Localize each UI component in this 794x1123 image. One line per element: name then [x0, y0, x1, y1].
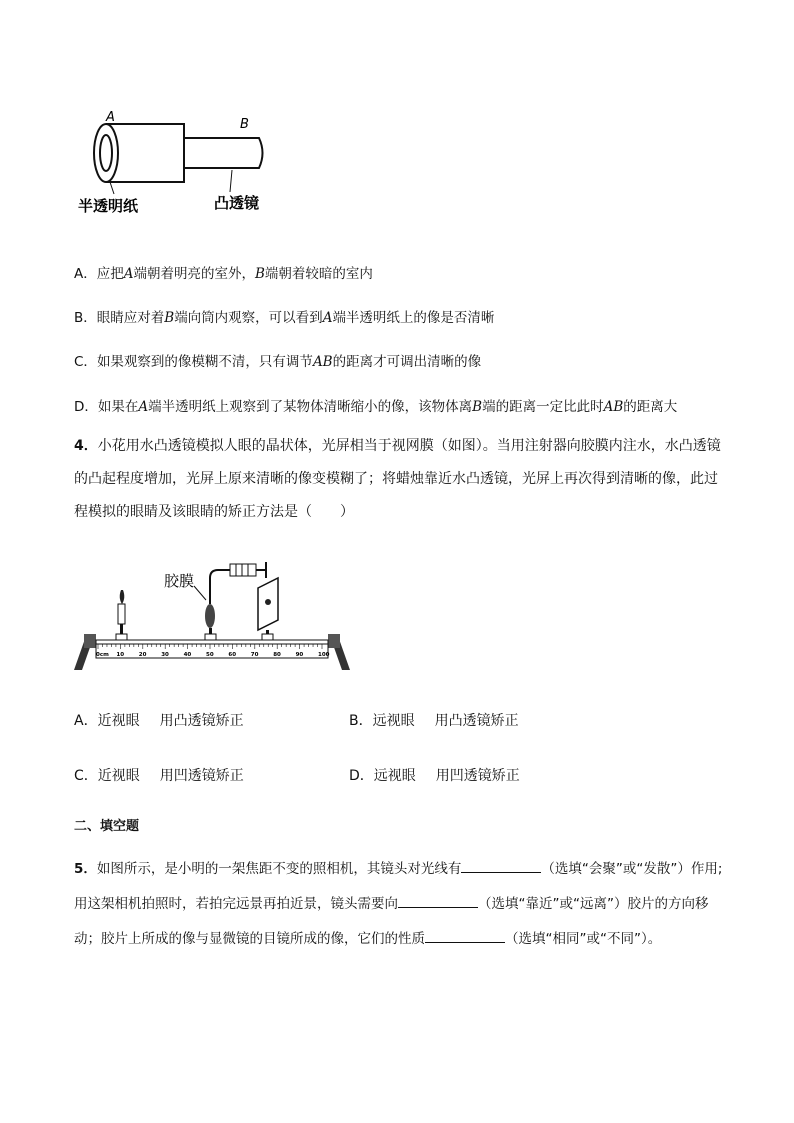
ruler-tick-label: 10: [116, 652, 125, 658]
option-text: 如果在: [97, 399, 139, 415]
ruler-tick-label: 20: [138, 652, 147, 658]
answer-blank[interactable]: [461, 858, 541, 873]
option-fix: 用凹透镜矫正: [435, 768, 520, 784]
variable: A: [123, 266, 134, 282]
question-number: 5．: [74, 861, 97, 877]
label-b: B: [240, 117, 249, 132]
option-text: 的距离才可调出清晰的像: [332, 354, 482, 370]
question-text: 用这架相机拍照时，若拍完远景再拍近景，镜头需要向: [74, 896, 398, 912]
option-eye: 近视眼: [97, 713, 140, 729]
option-a: [74, 262, 373, 282]
option-text: 眼睛应对着: [96, 310, 165, 326]
option-letter: D．: [349, 768, 374, 784]
option-text: 端向筒内观察，可以看到: [174, 310, 323, 326]
question-text: 小花用水凸透镜模拟人眼的晶状体，光屏相当于视网膜（如图）。当用注射器向胶膜内注水，水凸透镜: [97, 438, 721, 454]
ruler-tick-label: 30: [161, 652, 169, 658]
label-a: A: [106, 110, 115, 125]
question-5: [74, 852, 734, 957]
answer-blank[interactable]: [398, 893, 478, 908]
variable: B: [472, 399, 483, 415]
film-label: 胶膜: [164, 572, 195, 590]
option-text: 端朝着较暗的室内: [264, 266, 373, 282]
q4-option-b: [349, 710, 519, 730]
q4-option-a: [74, 710, 244, 730]
variable: B: [255, 266, 265, 282]
model-camera-figure: [74, 108, 294, 218]
caption-translucent-paper: 半透明纸: [78, 197, 139, 215]
option-d: [74, 395, 677, 415]
optical-bench-figure: [72, 548, 352, 673]
question-4-line-1: [74, 430, 724, 463]
question-number: 4．: [74, 438, 98, 454]
question-5-line-2: [74, 887, 734, 922]
ruler-tick-label: 50: [206, 652, 214, 658]
variable: A: [322, 310, 333, 326]
ruler-tick-label: 0cm: [96, 652, 109, 658]
caption-convex-lens: 凸透镜: [214, 194, 260, 212]
ruler-tick-label: 40: [183, 652, 192, 658]
q4-option-c: [74, 765, 244, 785]
variable: AB: [312, 354, 333, 370]
option-c: [74, 350, 481, 370]
variable: A: [138, 399, 149, 415]
option-text: 的距离大: [623, 399, 678, 415]
variable: B: [164, 310, 175, 326]
option-text: 端半透明纸上观察到了某物体清晰缩小的像，该物体离: [148, 399, 473, 415]
question-text: （选填“会聚”或“发散”）作用;: [541, 861, 723, 877]
ruler-tick-label: 60: [228, 652, 237, 658]
option-eye: 远视眼: [373, 768, 416, 784]
question-5-line-3: [74, 922, 734, 957]
section-heading: 二、填空题: [74, 819, 140, 834]
option-text: 应把: [96, 266, 124, 282]
ruler-tick-label: 80: [273, 652, 281, 658]
option-letter: A．: [74, 266, 97, 282]
question-text: （选填“靠近”或“远离”）胶片的方向移: [478, 896, 709, 912]
question-4-line-3: 程模拟的眼睛及该眼睛的矫正方法是（ ）: [74, 504, 354, 520]
option-eye: 远视眼: [372, 713, 415, 729]
answer-blank[interactable]: [425, 928, 505, 943]
option-letter: B．: [349, 713, 373, 729]
ruler-tick-label: 90: [295, 652, 304, 658]
option-fix: 用凹透镜矫正: [159, 768, 244, 784]
ruler-tick-label: 100: [318, 652, 330, 658]
question-5-line-1: [74, 852, 734, 887]
option-letter: C．: [74, 354, 97, 370]
option-letter: A．: [74, 713, 98, 729]
option-text: 端朝着明亮的室外，: [133, 266, 255, 282]
q4-option-d: [349, 765, 520, 785]
option-eye: 近视眼: [97, 768, 140, 784]
option-text: 端半透明纸上的像是否清晰: [332, 310, 495, 326]
question-text: 动；胶片上所成的像与显微镜的目镜所成的像，它们的性质: [74, 931, 425, 947]
option-letter: B．: [74, 310, 97, 326]
question-text: （选填“相同”或“不同”）。: [505, 931, 662, 947]
option-fix: 用凸透镜矫正: [434, 713, 519, 729]
option-letter: C．: [74, 768, 98, 784]
variable: AB: [603, 399, 624, 415]
ruler-tick-label: 70: [250, 652, 259, 658]
question-text: 如图所示，是小明的一架焦距不变的照相机，其镜头对光线有: [96, 861, 462, 877]
question-4-line-2: 的凸起程度增加，光屏上原来清晰的像变模糊了；将蜡烛靠近水凸透镜，光屏上再次得到清晰的像，此过: [74, 471, 718, 487]
option-text: 端的距离一定比此时: [482, 399, 604, 415]
question-4: [74, 430, 724, 529]
option-b: [74, 306, 494, 326]
option-fix: 用凸透镜矫正: [159, 713, 244, 729]
option-letter: D．: [74, 399, 98, 415]
option-text: 如果观察到的像模糊不清，只有调节: [96, 354, 313, 370]
